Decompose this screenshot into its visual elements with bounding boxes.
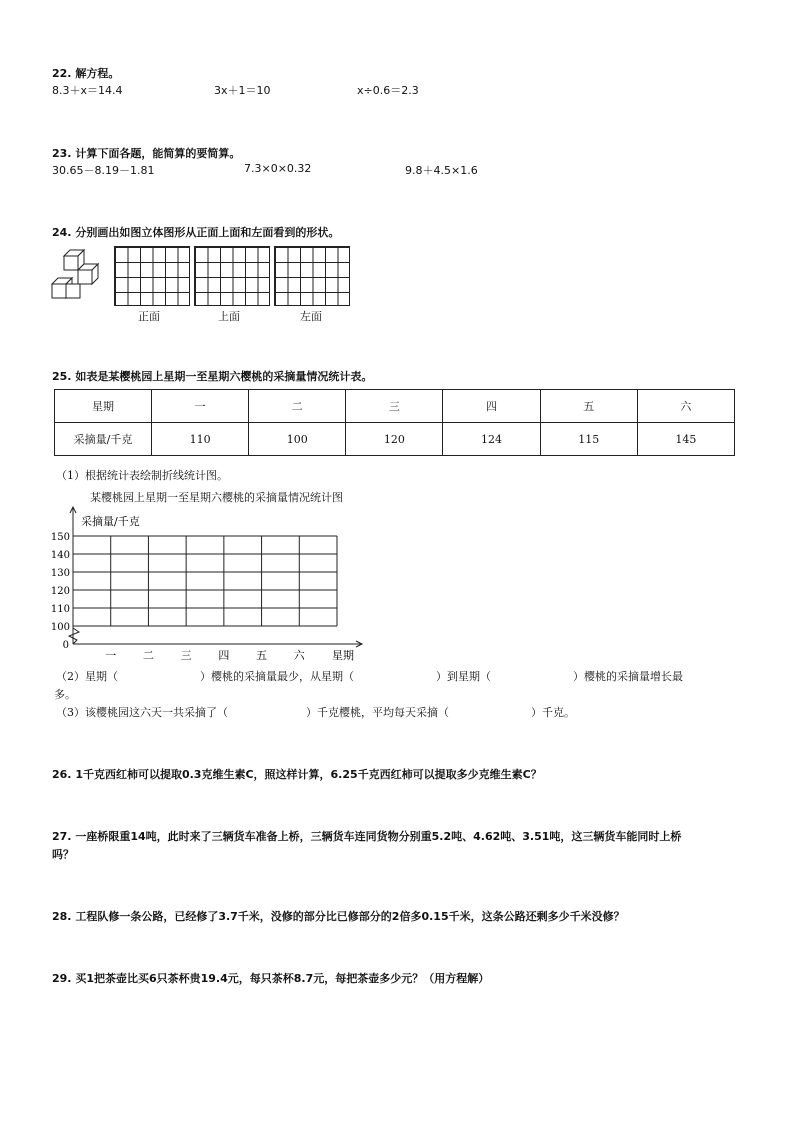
table-header-day: 星期 [55, 390, 152, 423]
picking-stats-table [54, 389, 735, 456]
q25-sub2-part-a: （2）星期（ [56, 670, 118, 683]
table-cell-day: 三 [346, 390, 443, 423]
q25-sub2-line2: 多。 [54, 688, 76, 701]
y-tick-label: 0 [62, 640, 69, 651]
q26-text: 26. 1千克西红柿可以提取0.3克维生素C，照这样计算，6.25千克西红柿可以提取多少克维生素C？ [52, 768, 542, 781]
q28-text: 28. 工程队修一条公路，已经修了3.7千米，没修的部分比已修部分的2倍多0.15千米，这条公路还剩多少千米没修？ [52, 910, 625, 923]
x-tick-label: 二 [142, 649, 154, 662]
q23-expression-2: 7.3×0×0.32 [244, 162, 312, 175]
x-tick-label: 一 [105, 649, 117, 662]
q22-title: 22. 解方程。 [52, 67, 120, 80]
q22-equation-1: 8.3＋x＝14.4 [52, 84, 123, 97]
q25-sub1: （1）根据统计表绘制折线统计图。 [56, 469, 228, 482]
table-cell-day: 五 [540, 390, 637, 423]
view-label-front: 正面 [138, 310, 160, 323]
y-tick-label: 120 [50, 586, 70, 597]
view-label-top: 上面 [218, 310, 240, 323]
y-tick-label: 140 [50, 550, 70, 561]
table-cell-value: 145 [637, 423, 734, 456]
table-header-amount: 采摘量/千克 [55, 423, 152, 456]
q25-sub3-part-b: ）千克樱桃，平均每天采摘（ [306, 706, 449, 719]
q27-text-line2: 吗？ [52, 848, 74, 861]
q23-expression-3: 9.8＋4.5×1.6 [405, 164, 478, 177]
table-cell-value: 110 [152, 423, 249, 456]
chart-title: 某樱桃园上星期一至星期六樱桃的采摘量情况统计图 [90, 491, 343, 504]
y-tick-label: 110 [50, 604, 70, 615]
table-cell-value: 124 [443, 423, 540, 456]
view-grid-front[interactable] [114, 246, 190, 306]
view-grid-top[interactable] [194, 246, 270, 306]
table-cell-value: 100 [249, 423, 346, 456]
q25-sub3-part-a: （3）该樱桃园这六天一共采摘了（ [56, 706, 228, 719]
table-cell-day: 四 [443, 390, 540, 423]
axis-break-mark [69, 628, 79, 644]
q22-equation-3: x÷0.6＝2.3 [357, 84, 419, 97]
table-cell-value: 120 [346, 423, 443, 456]
q25-sub2-part-c: ）到星期（ [436, 670, 491, 683]
q25-sub2-line1 [56, 668, 683, 684]
q24-title: 24. 分别画出如图立体图形从正面上面和左面看到的形状。 [52, 226, 340, 239]
x-tick-label: 五 [256, 649, 268, 662]
table-cell-day: 六 [637, 390, 734, 423]
q23-expression-1: 30.65－8.19－1.81 [52, 164, 155, 177]
q25-sub2-part-b: ）樱桃的采摘量最少，从星期（ [200, 670, 354, 683]
q22-equation-2: 3x＋1＝10 [214, 84, 271, 97]
table-cell-day: 一 [152, 390, 249, 423]
view-grid-left[interactable] [274, 246, 350, 306]
q25-sub2-part-d: ）樱桃的采摘量增长最 [573, 670, 683, 683]
q27-text-line1: 27. 一座桥限重14吨，此时来了三辆货车准备上桥，三辆货车连同货物分别重5.2吨、4.62吨、3.51吨，这三辆货车能同时上桥 [52, 830, 682, 843]
view-label-left: 左面 [300, 310, 322, 323]
y-tick-label: 150 [50, 532, 70, 543]
table-cell-value: 115 [540, 423, 637, 456]
cube-figure [50, 246, 102, 302]
x-tick-label: 三 [180, 649, 192, 662]
table-cell-day: 二 [249, 390, 346, 423]
q23-title: 23. 计算下面各题，能简算的要简算。 [52, 147, 241, 160]
x-tick-label: 四 [218, 649, 230, 662]
x-axis-label: 星期 [332, 649, 354, 662]
line-chart[interactable] [40, 505, 380, 665]
table-row [55, 390, 735, 423]
q25-sub3 [56, 704, 575, 720]
table-row [55, 423, 735, 456]
x-tick-label: 六 [293, 649, 305, 662]
y-axis-label: 采摘量/千克 [81, 515, 140, 528]
y-tick-label: 100 [50, 622, 70, 633]
q25-sub3-part-c: ）千克。 [531, 706, 575, 719]
y-tick-label: 130 [50, 568, 70, 579]
q25-title: 25. 如表是某樱桃园上星期一至星期六樱桃的采摘量情况统计表。 [52, 370, 373, 383]
q29-text: 29. 买1把茶壶比买6只茶杯贵19.4元，每只茶杯8.7元，每把茶壶多少元？（用方程解） [52, 972, 490, 985]
